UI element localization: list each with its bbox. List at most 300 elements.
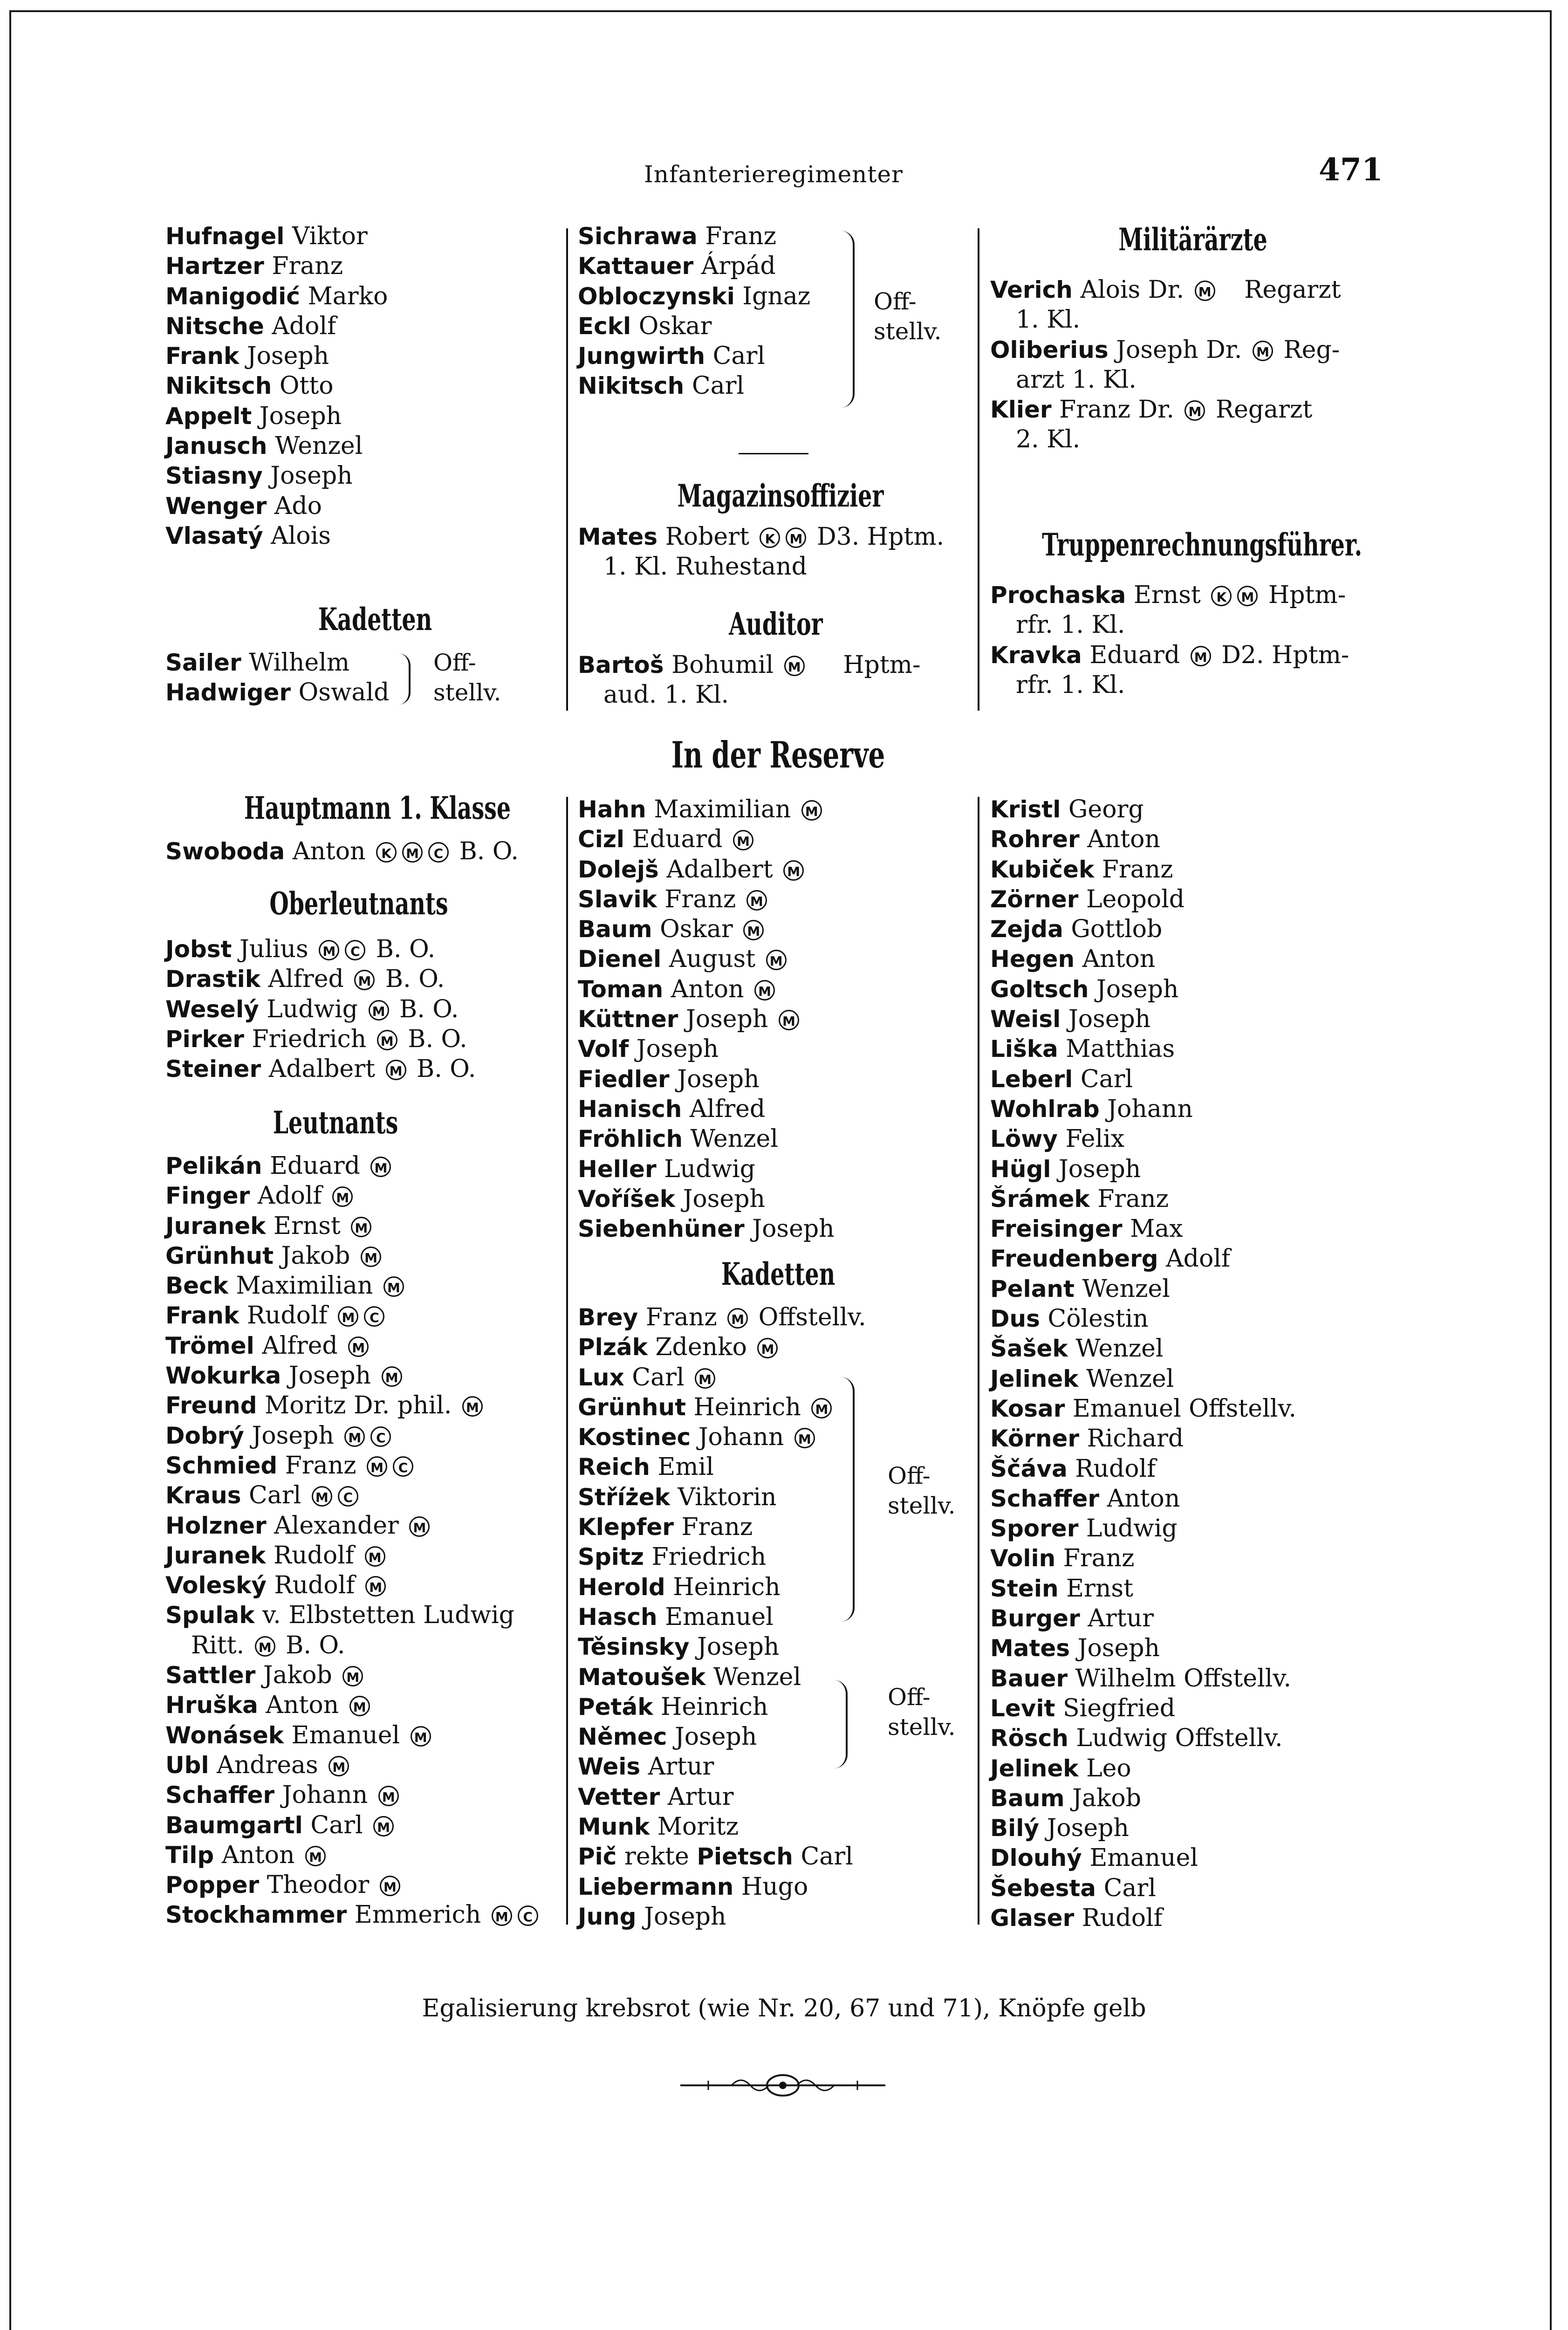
surname: Finger <box>165 1182 250 1210</box>
kadetten-reserve-brace-1 <box>839 1377 855 1622</box>
decoration-badge-m: M <box>370 1157 391 1177</box>
surname: Jobst <box>165 936 232 963</box>
given-name: Franz <box>681 1513 753 1542</box>
kadetten-heading-reserve: Kadetten <box>721 1256 835 1292</box>
surname: Frank <box>165 343 240 370</box>
leutnants-heading: Leutnants <box>273 1104 398 1141</box>
surname: Hruška <box>165 1692 258 1719</box>
given-name: Franz <box>272 252 343 281</box>
leutnants-list <box>165 1151 541 1930</box>
surname: Siebenhüner <box>578 1215 745 1243</box>
kadetten-reserve-entry <box>578 1302 866 1332</box>
leutnant-entry <box>165 1750 541 1780</box>
auditor-entry: Bartoš Bohumil M Hptm- aud. 1. Kl. <box>578 651 921 709</box>
given-name: Emanuel <box>665 1603 774 1631</box>
given-name: Friedrich <box>651 1543 767 1571</box>
given-name: Anton <box>1082 945 1156 973</box>
decoration-badge-m: M <box>409 1516 430 1537</box>
surname: Mates <box>990 1635 1070 1662</box>
decoration-badge-m: M <box>365 1546 385 1567</box>
footer-note: Egalisierung krebsrot (wie Nr. 20, 67 und 71), Knöpfe gelb <box>422 1994 1146 2022</box>
kadetten-reserve-brace-2 <box>832 1680 848 1768</box>
leutnant-entry <box>165 1211 541 1241</box>
surname: Kristl <box>990 796 1061 823</box>
given-name: Carl <box>249 1481 301 1510</box>
surname: Appelt <box>165 402 252 430</box>
leutnant-entry <box>165 1451 541 1480</box>
decoration-badge-m: M <box>733 830 753 850</box>
surname: Nikitsch <box>165 372 272 400</box>
decoration-badge-m: M <box>462 1396 483 1417</box>
oberleutnant-entry <box>165 1054 476 1084</box>
col1-entry <box>165 281 388 311</box>
surname: Nitsche <box>165 312 264 340</box>
surname: Plzák <box>578 1334 648 1361</box>
surname: Jelinek <box>990 1754 1079 1782</box>
surname: Dus <box>990 1305 1040 1333</box>
given-name: Emil <box>657 1453 714 1481</box>
col1-entry <box>165 461 388 491</box>
given-name: rekte <box>624 1843 689 1871</box>
col2-reserve-entry <box>578 1184 835 1214</box>
surname: Trömel <box>165 1332 254 1359</box>
decoration-badge-m: M <box>377 1030 397 1050</box>
magazin-entry: Mates Robert K M D3. Hptm. 1. Kl. Ruhestand <box>578 523 945 581</box>
col2-reserve-entry <box>578 824 835 854</box>
col3-reserve-entry <box>990 1484 1296 1514</box>
surname: Hanisch <box>578 1095 682 1123</box>
surname: Schaffer <box>165 1782 275 1809</box>
decoration-badge-m: M <box>348 1336 369 1357</box>
given-name: Ignaz <box>742 282 811 310</box>
surname: Küttner <box>578 1006 678 1033</box>
given-name: Carl <box>1080 1065 1133 1093</box>
col3-reserve-entry <box>990 1754 1296 1783</box>
given-name: Joseph <box>752 1215 835 1243</box>
surname: Kosar <box>990 1395 1065 1422</box>
surname: Rohrer <box>990 826 1080 853</box>
given-name: Viktorin <box>678 1483 777 1511</box>
surname: Volin <box>990 1545 1056 1572</box>
col1-entry <box>165 341 388 371</box>
given-name: Heinrich <box>673 1573 781 1601</box>
surname: Jelinek <box>990 1365 1079 1392</box>
rank-note: B. O. <box>286 1631 345 1659</box>
given-name: Anton <box>1107 1484 1180 1513</box>
leutnant-entry <box>165 1181 541 1211</box>
decoration-badge-m: M <box>695 1368 715 1389</box>
kadetten-active-entry <box>165 648 389 678</box>
col3-reserve-entry <box>990 1064 1296 1094</box>
given-name: Alfred <box>262 1331 338 1360</box>
column-rule-top-left <box>566 228 568 711</box>
col1-entry <box>165 371 388 401</box>
surname: Steiner <box>165 1055 261 1083</box>
given-name: Árpád <box>701 252 776 281</box>
surname: Pirker <box>165 1025 244 1053</box>
rank-note: B. O. <box>399 995 459 1023</box>
given-name: Moritz <box>657 1813 739 1841</box>
given-name: Rudolf <box>273 1541 355 1569</box>
col3-reserve-entry <box>990 914 1296 944</box>
given-name: Ludwig <box>267 995 358 1023</box>
column-rule-bottom-right <box>978 797 979 1925</box>
leutnant-entry <box>165 1600 541 1630</box>
given-name: Zdenko <box>655 1333 747 1362</box>
surname: Holzner <box>165 1512 267 1539</box>
given-name: Joseph <box>1096 975 1179 1003</box>
col3-reserve-entry <box>990 1124 1296 1154</box>
surname: Hartzer <box>165 253 264 280</box>
surname: Wohlrab <box>990 1095 1100 1123</box>
given-name: Joseph <box>1077 1634 1160 1663</box>
decoration-badge-m: M <box>383 1276 404 1297</box>
surname: Obloczynski <box>578 282 735 310</box>
given-name: Adolf <box>257 1182 322 1210</box>
leutnant-entry <box>165 1660 541 1690</box>
kadetten-reserve-entry <box>578 1482 866 1512</box>
given-name: Heinrich <box>693 1393 801 1421</box>
surname: Dienel <box>578 946 662 973</box>
surname: Jungwirth <box>578 343 705 370</box>
decoration-badge-m: M <box>727 1308 748 1329</box>
surname: Freudenberg <box>990 1245 1158 1273</box>
col2-reserve-entry <box>578 944 835 974</box>
surname: Freund <box>165 1392 257 1419</box>
given-name: Adalbert <box>666 855 773 884</box>
kadetten-reserve-entry <box>578 1752 866 1782</box>
given-name: Joseph <box>252 1421 334 1450</box>
given-name: Julius <box>239 935 308 963</box>
militaer-heading: Militärärzte <box>1118 221 1267 258</box>
decoration-badge-m: M <box>255 1636 275 1657</box>
col2-entry <box>578 281 810 311</box>
given-name: Ernst <box>273 1212 341 1240</box>
kadetten-reserve-entry <box>578 1332 866 1362</box>
surname: Hahn <box>578 796 646 823</box>
surname: Cizl <box>578 826 625 853</box>
given-name: Franz <box>1097 1185 1169 1213</box>
surname: Stiasny <box>165 462 263 490</box>
leutnant-entry <box>165 1301 541 1330</box>
surname: Spitz <box>578 1543 644 1571</box>
leutnant-entry <box>165 1541 541 1570</box>
surname: Toman <box>578 975 664 1003</box>
militaer-entries: Verich Alois Dr. M Regarzt 1. Kl. Oliberius Joseph Dr. M Reg- arzt 1. Kl. Klier Franz Dr. M Regarzt 2. Kl. <box>990 276 1341 454</box>
surname: Liška <box>990 1035 1058 1063</box>
col3-reserve-entry <box>990 1903 1296 1933</box>
surname: Schaffer <box>990 1485 1100 1512</box>
surname: Baum <box>990 1784 1065 1812</box>
col3-reserve-entry <box>990 795 1296 824</box>
leutnant-entry <box>165 1570 541 1600</box>
running-header: Infanterieregimenter <box>644 161 903 188</box>
decoration-badge-m: M <box>411 1726 431 1747</box>
surname: Körner <box>990 1425 1080 1453</box>
surname: Wokurka <box>165 1362 281 1390</box>
reserve-heading: In der Reserve <box>671 734 885 776</box>
surname-alias: Pietsch <box>697 1843 793 1871</box>
given-name: Emanuel <box>1089 1844 1198 1872</box>
surname: Voříšek <box>578 1185 676 1213</box>
decoration-badge-m: M <box>312 1486 332 1507</box>
decoration-badge-m: M <box>305 1846 326 1866</box>
surname: Bauer <box>990 1665 1068 1692</box>
col3-reserve-entry <box>990 1664 1296 1693</box>
given-name: Joseph <box>683 1185 765 1213</box>
surname: Hegen <box>990 946 1075 973</box>
col3-reserve-entry <box>990 1843 1296 1873</box>
decoration-badge-m: M <box>378 1786 399 1806</box>
surname: Sporer <box>990 1515 1079 1542</box>
oberleutnant-entry <box>165 994 476 1024</box>
kadetten-reserve-entry <box>578 1632 866 1662</box>
decoration-badge-m: M <box>743 920 764 940</box>
surname: Grünhut <box>578 1393 686 1421</box>
surname: Vlasatý <box>165 522 263 549</box>
given-name: Johann <box>698 1423 784 1452</box>
decoration-badge-m: M <box>801 800 822 821</box>
decoration-badge-m: M <box>746 890 767 911</box>
col2-reserve-entry <box>578 884 835 914</box>
decoration-badge-m: M <box>766 950 787 970</box>
separator-rule <box>739 453 808 454</box>
given-name: Artur <box>648 1753 714 1781</box>
given-name: Anton <box>266 1691 339 1720</box>
given-name: Carl <box>310 1811 363 1839</box>
surname: Fiedler <box>578 1065 670 1093</box>
surname: Leberl <box>990 1065 1073 1093</box>
col1-entry <box>165 401 388 431</box>
kadetten-reserve-entry <box>578 1542 866 1572</box>
col3-reserve-entry <box>990 1424 1296 1453</box>
given-name: Rudolf <box>1082 1904 1163 1932</box>
surname: Němec <box>578 1723 667 1751</box>
truppen-entries: Prochaska Ernst K M Hptm- rfr. 1. Kl. Kravka Eduard M D2. Hptm- rfr. 1. Kl. <box>990 581 1349 699</box>
page-number: 471 <box>1319 151 1383 188</box>
given-name: Ernst <box>1066 1574 1133 1603</box>
decoration-badge-m: M <box>332 1186 353 1207</box>
given-name: Anton <box>1087 825 1160 854</box>
col3-reserve-entry <box>990 1873 1296 1903</box>
kadetten-reserve-entry <box>578 1422 866 1452</box>
decoration-badge-m: M <box>380 1876 400 1896</box>
col2-entry <box>578 341 810 371</box>
col3-reserve-entry <box>990 1783 1296 1813</box>
given-name: Wenzel <box>713 1663 801 1691</box>
surname: Baumgartl <box>165 1811 303 1839</box>
decoration-badge-m: M <box>367 1456 387 1477</box>
given-name: Richard <box>1087 1425 1184 1453</box>
surname: Brey <box>578 1304 638 1331</box>
surname: Pelikán <box>165 1152 262 1179</box>
surname: Weselý <box>165 995 259 1023</box>
surname: Heller <box>578 1155 657 1183</box>
given-name: Anton <box>221 1841 295 1869</box>
kadetten-active-note: Off- stellv. <box>433 649 501 706</box>
given-name: Emanuel Offstellv. <box>1072 1394 1297 1423</box>
col3-reserve-entry <box>990 1693 1296 1723</box>
kadetten-reserve-entry <box>578 1782 866 1812</box>
surname: Šebesta <box>990 1874 1096 1902</box>
given-name: Moritz Dr. phil. <box>265 1391 452 1420</box>
given-name: Oskar <box>660 915 733 944</box>
surname: Zejda <box>990 916 1063 943</box>
decoration-badge-c: C <box>364 1306 384 1327</box>
col3-reserve-entry <box>990 1543 1296 1573</box>
kadetten-reserve-entry <box>578 1512 866 1542</box>
surname: Zörner <box>990 885 1079 913</box>
given-name: Anton <box>671 975 744 1003</box>
col1-entry <box>165 491 388 521</box>
given-name: Cölestin <box>1048 1305 1149 1333</box>
given-name: Franz <box>705 222 777 250</box>
surname: Rösch <box>990 1725 1068 1752</box>
surname: Tilp <box>165 1841 214 1869</box>
given-name: Johann <box>1107 1095 1193 1123</box>
col1-entry <box>165 221 388 251</box>
given-name: Theodor <box>267 1871 370 1899</box>
given-name: Artur <box>667 1782 734 1811</box>
kadetten-reserve-entry <box>578 1692 866 1722</box>
surname: Kostinec <box>578 1424 691 1451</box>
given-name: Jakob <box>281 1241 350 1270</box>
leutnant-entry <box>165 1391 541 1420</box>
leutnant-entry <box>165 1151 541 1181</box>
decoration-badge-m: M <box>369 1000 389 1021</box>
surname: Pič <box>578 1843 617 1871</box>
given-name: Felix <box>1065 1125 1125 1153</box>
col3-reserve-entry <box>990 855 1296 884</box>
col3-reserve-entry <box>990 1004 1296 1034</box>
surname: Goltsch <box>990 975 1089 1003</box>
surname: Fröhlich <box>578 1125 683 1153</box>
given-name: Wenzel <box>690 1125 778 1153</box>
kadetten-reserve-entry <box>578 1842 866 1871</box>
surname: Dlouhý <box>990 1844 1082 1872</box>
decoration-badge-m: M <box>344 1426 365 1447</box>
surname: Vetter <box>578 1783 660 1810</box>
kadetten-reserve-entry <box>578 1722 866 1752</box>
leutnant-entry <box>165 1421 541 1451</box>
truppen-heading: Truppenrechnungsführer. <box>1042 527 1363 563</box>
given-name: Viktor <box>292 222 368 250</box>
surname: Dobrý <box>165 1422 244 1449</box>
col2-active-brace <box>839 231 855 408</box>
col3-reserve-entry <box>990 1574 1296 1604</box>
given-name-alias: Carl <box>801 1843 853 1871</box>
col2-reserve-entry <box>578 1214 835 1244</box>
given-name: Adolf <box>1166 1245 1231 1273</box>
rank-note: B. O. <box>385 965 445 994</box>
col3-reserve-entry <box>990 1723 1296 1753</box>
given-name: Emanuel <box>291 1721 400 1749</box>
surname: Herold <box>578 1573 665 1601</box>
given-name: Siegfried <box>1062 1694 1176 1722</box>
given-name: Adalbert <box>268 1055 375 1083</box>
surname: Weisl <box>990 1006 1061 1033</box>
leutnant-entry <box>165 1361 541 1391</box>
col3-reserve-entry <box>990 944 1296 974</box>
col3-reserve-entry <box>990 1394 1296 1424</box>
decoration-badge-m: M <box>365 1576 386 1597</box>
column-rule-bottom-left <box>566 797 568 1925</box>
col3-reserve-entry <box>990 824 1296 854</box>
ornament-divider <box>676 2069 890 2102</box>
given-name: Maximilian <box>654 795 791 823</box>
col1-entry <box>165 431 388 461</box>
surname: Ubl <box>165 1751 209 1779</box>
surname: Wonásek <box>165 1721 284 1749</box>
surname: Löwy <box>990 1125 1058 1153</box>
oberleutnant-entry <box>165 934 476 964</box>
leutnant-entry <box>165 1511 541 1541</box>
col2-active-note: Off- stellv. <box>874 288 942 345</box>
decoration-badge-m: M <box>382 1366 402 1387</box>
given-name: Andreas <box>217 1751 318 1779</box>
col2-reserve-entry <box>578 1034 835 1064</box>
decoration-badge-c: C <box>370 1426 391 1447</box>
surname: Popper <box>165 1871 260 1899</box>
kadetten-active-brace <box>398 653 411 705</box>
leutnant-entry <box>165 1870 541 1900</box>
surname: Pelant <box>990 1275 1075 1302</box>
given-name: Franz <box>1063 1544 1135 1573</box>
decoration-badge-m: M <box>757 1338 778 1358</box>
col3-reserve-entry <box>990 1454 1296 1484</box>
oberleutnants-heading: Oberleutnants <box>269 885 448 922</box>
surname: Wenger <box>165 492 267 520</box>
decoration-badge-m: M <box>373 1816 394 1837</box>
given-name: Carl <box>712 342 765 370</box>
given-name: Joseph <box>677 1065 760 1093</box>
given-name: Jakob <box>1072 1784 1142 1812</box>
surname: Stein <box>990 1575 1059 1602</box>
given-name: Franz <box>285 1451 356 1480</box>
col3-reserve-entry <box>990 1364 1296 1394</box>
given-name: Ludwig <box>1086 1514 1178 1543</box>
col2-reserve-list <box>578 795 835 1244</box>
given-name: Alfred <box>689 1095 766 1123</box>
col2-entry <box>578 371 810 401</box>
decoration-badge-m: M <box>386 1060 406 1080</box>
surname: Jung <box>578 1903 637 1930</box>
given-name: Alexander <box>274 1511 399 1540</box>
decoration-badge-m: M <box>754 980 775 1001</box>
surname: Spulak <box>165 1602 255 1629</box>
surname: Janusch <box>165 432 267 460</box>
given-name: Oskar <box>638 312 712 340</box>
surname: Glaser <box>990 1904 1075 1932</box>
given-name: Jakob <box>263 1661 332 1690</box>
given-name: Joseph <box>1068 1005 1151 1034</box>
decoration-badge-m: M <box>349 1696 370 1716</box>
col2-reserve-entry <box>578 914 835 944</box>
surname: Bilý <box>990 1815 1039 1842</box>
decoration-badge-m: M <box>338 1306 358 1327</box>
kadetten-reserve-entry <box>578 1452 866 1482</box>
given-name: Adolf <box>272 312 336 340</box>
col3-reserve-entry <box>990 1154 1296 1184</box>
leutnant-entry <box>165 1840 541 1870</box>
surname: Ščáva <box>990 1455 1068 1482</box>
surname: Levit <box>990 1694 1055 1722</box>
col1-entry <box>165 311 388 341</box>
kadetten-reserve-entry <box>578 1572 866 1602</box>
decoration-badge-m: M <box>319 940 339 960</box>
col3-reserve-entry <box>990 1604 1296 1633</box>
surname: Liebermann <box>578 1873 734 1900</box>
